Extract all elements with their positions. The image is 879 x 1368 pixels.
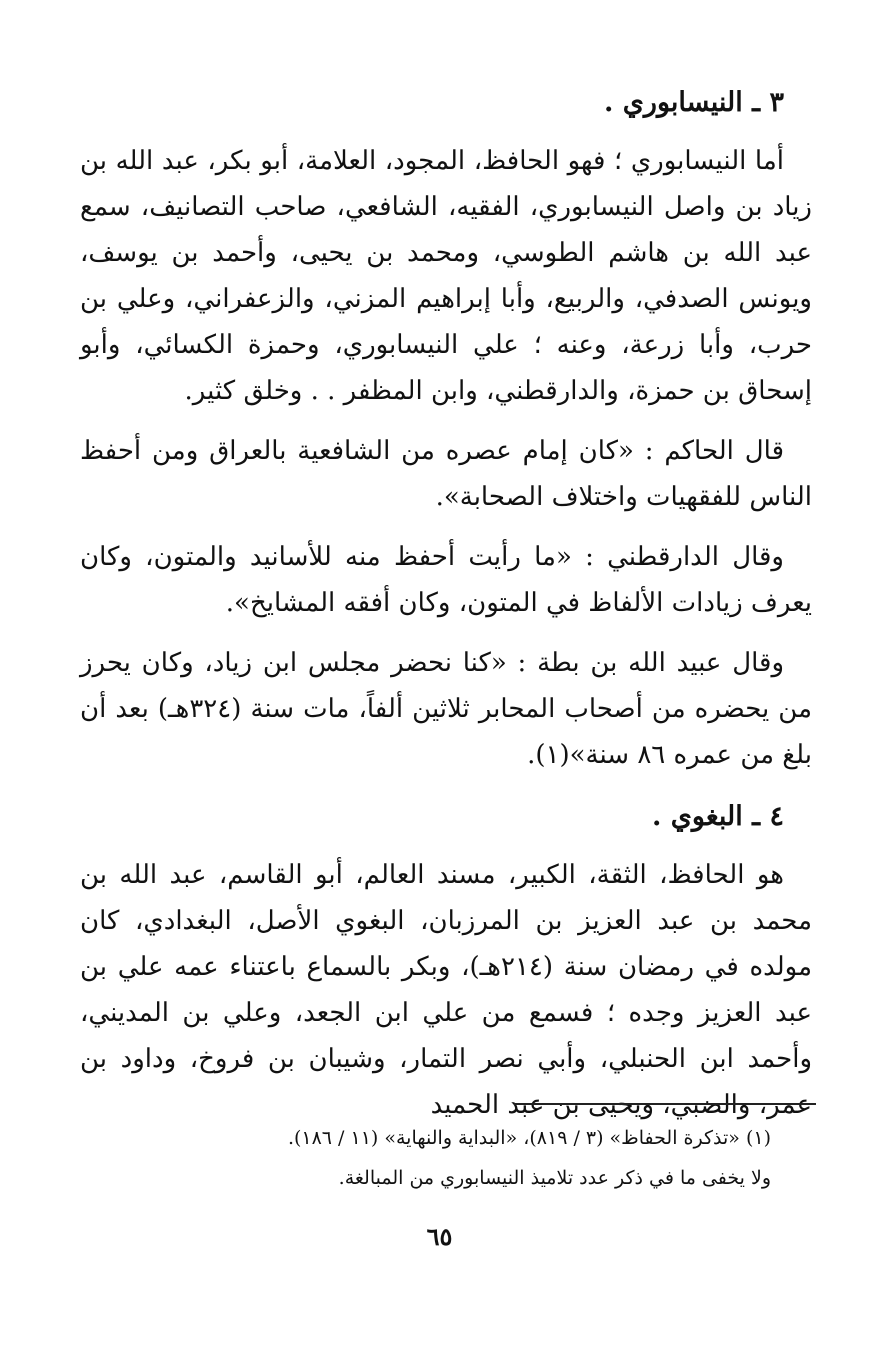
section-heading-nisaburi: ٣ ـ النيسابوري . bbox=[604, 87, 784, 118]
footnote-divider bbox=[514, 1103, 816, 1105]
footnote-line: ولا يخفى ما في ذكر عدد تلاميذ النيسابوري من المبالغة. bbox=[338, 1167, 771, 1189]
page-body bbox=[80, 78, 812, 1138]
page-number: ٦٥ bbox=[426, 1222, 453, 1251]
quote-paragraph-daraqutni: وقال الدارقطني : «ما رأيت أحفظ منه للأسانيد والمتون، وكان يعرف زيادات الألفاظ في المتون، وكان أفقه المشايخ». bbox=[80, 542, 812, 618]
footnote-line: (١) «تذكرة الحفاظ» (٣ / ٨١٩)، «البداية والنهاية» (١١ / ١٨٦). bbox=[287, 1127, 771, 1149]
quote-paragraph-hakim: قال الحاكم : «كان إمام عصره من الشافعية بالعراق ومن أحفظ الناس للفقهيات واختلاف الصحابة». bbox=[80, 436, 812, 512]
quote-paragraph-ibn-batta: وقال عبيد الله بن بطة : «كنا نحضر مجلس ابن زياد، وكان يحرز من يحضره من أصحاب المحابر ثلاثين ألفاً، مات سنة (٣٢٤هـ) بعد أن بلغ من عمره ٨٦ سنة»(١). bbox=[80, 648, 812, 770]
biography-paragraph-baghawi: هو الحافظ، الثقة، الكبير، مسند العالم، أبو القاسم، عبد الله بن محمد بن عبد العزيز بن المرزبان، البغوي الأصل، البغدادي، كان مولده في رمضان سنة (٢١٤هـ)، وبكر بالسماع باعتناء عمه علي بن عبد العزيز وجده ؛ فسمع من علي ابن الجعد، وعلي بن المديني، وأحمد ابن الحنبلي، وأبي نصر التمار، وشيبان بن فروخ، وداود بن عمر، والضبي، ويحيى بن عبد الحميد bbox=[80, 860, 813, 1120]
section-heading-baghawi: ٤ ـ البغوي . bbox=[651, 801, 784, 832]
footnotes bbox=[99, 1118, 799, 1198]
biography-paragraph: أما النيسابوري ؛ فهو الحافظ، المجود، العلامة، أبو بكر، عبد الله بن زياد بن واصل النيسابوري، الفقيه، الشافعي، صاحب التصانيف، سمع عبد الله بن هاشم الطوسي، ومحمد بن يحيى، وأحمد بن يوسف، ويونس الصدفي، والربيع، وأبا إبراهيم المزني، والزعفراني، وعلي بن حرب، وأبا زرعة، وعنه ؛ علي النيسابوري، وحمزة الكسائي، وأبو إسحاق بن حمزة، والدارقطني، وابن المظفر . . وخلق كثير. bbox=[80, 146, 812, 406]
